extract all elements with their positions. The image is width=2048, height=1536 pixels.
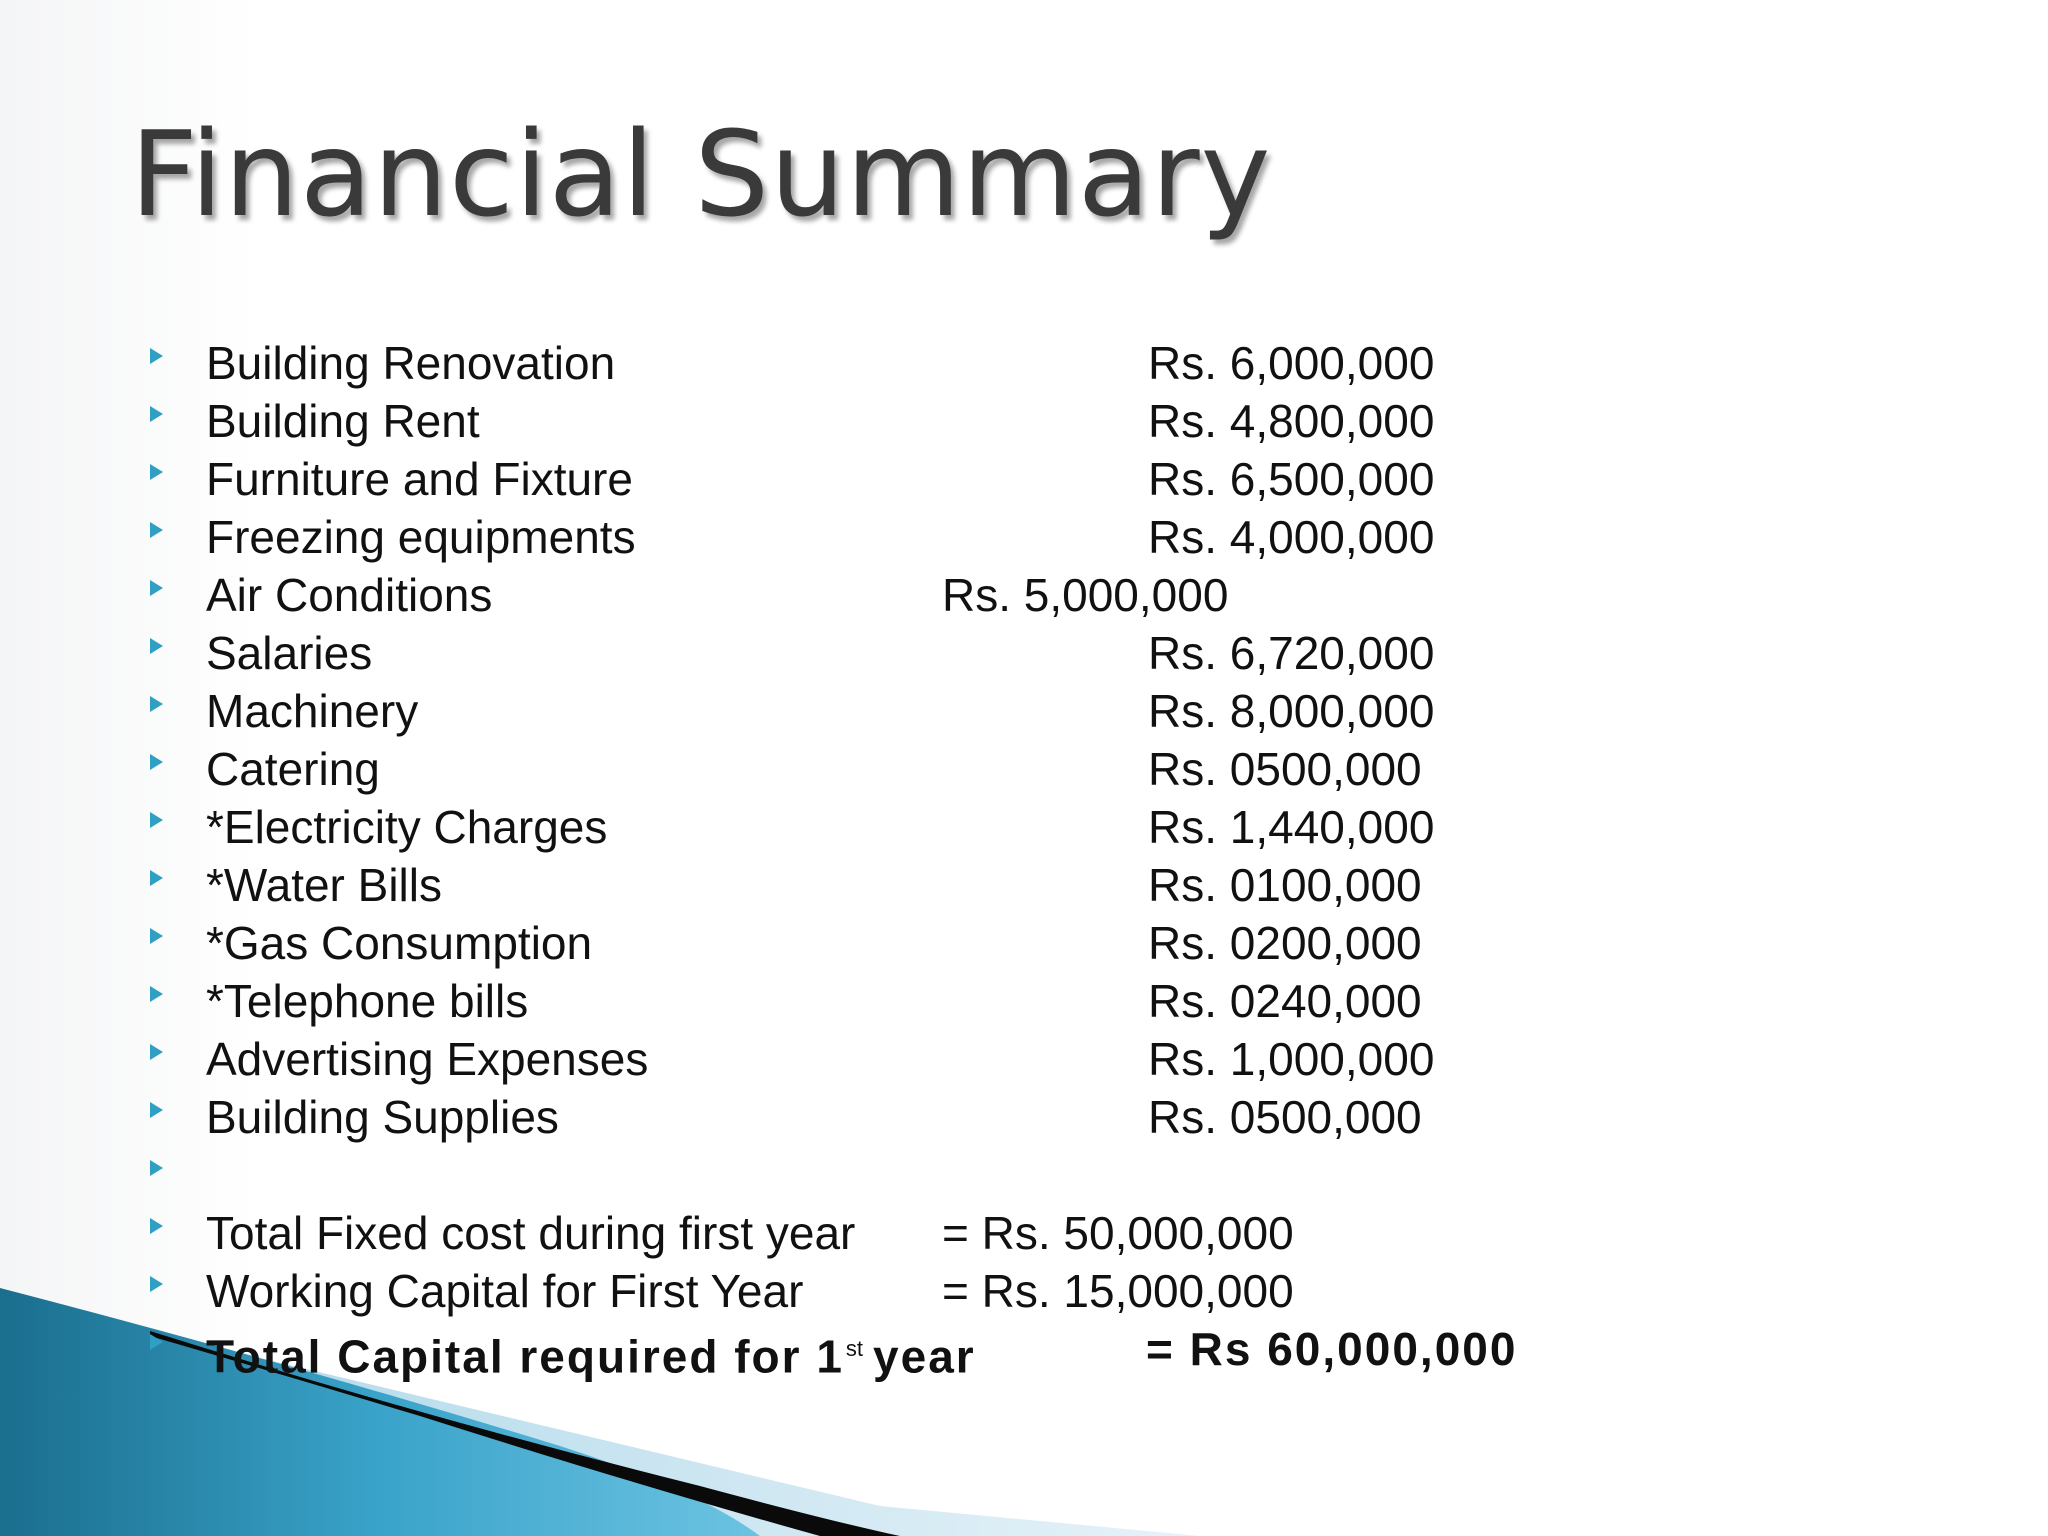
list-item: [0, 451, 1700, 507]
item-amount: Rs. 1,000,000: [1148, 1033, 1435, 1085]
list-item: [0, 625, 1700, 681]
item-amount: Rs. 1,440,000: [1148, 801, 1435, 853]
item-label: *Electricity Charges: [206, 801, 608, 853]
item-amount: Rs. 0500,000: [1148, 743, 1422, 795]
slide-title: Financial Summary: [130, 105, 1272, 243]
list-item: [0, 973, 1700, 1029]
total-fixed-label: Total Fixed cost during first year: [206, 1207, 856, 1259]
list-item: [0, 335, 1700, 391]
list-item: [0, 683, 1700, 739]
item-label: Advertising Expenses: [206, 1033, 649, 1085]
list-item: [0, 799, 1700, 855]
bullet-arrow-icon: [150, 986, 163, 1002]
empty-list-item: [0, 1147, 1700, 1203]
total-capital-amount: = Rs 60,000,000: [1146, 1323, 1518, 1375]
bullet-arrow-icon: [150, 870, 163, 886]
bullet-arrow-icon: [150, 928, 163, 944]
bullet-arrow-icon: [150, 1044, 163, 1060]
list-item: [0, 509, 1700, 565]
item-label: Catering: [206, 743, 380, 795]
total-capital-label-year: year: [873, 1330, 976, 1383]
working-capital-label: Working Capital for First Year: [206, 1265, 804, 1317]
item-label: Building Rent: [206, 395, 480, 447]
list-item: [0, 1089, 1700, 1145]
corner-wave-decoration: [0, 1236, 2048, 1536]
bullet-arrow-icon: [150, 638, 163, 654]
item-label: Building Renovation: [206, 337, 616, 389]
item-amount: Rs. 6,000,000: [1148, 337, 1435, 389]
total-capital-row: [0, 1321, 1700, 1383]
item-label: Machinery: [206, 685, 419, 737]
bullet-arrow-icon: [150, 696, 163, 712]
item-amount: Rs. 4,800,000: [1148, 395, 1435, 447]
list-item: [0, 857, 1700, 913]
item-amount: Rs. 0500,000: [1148, 1091, 1422, 1143]
item-label: *Telephone bills: [206, 975, 529, 1027]
item-amount: Rs. 8,000,000: [1148, 685, 1435, 737]
item-label: *Water Bills: [206, 859, 442, 911]
bullet-arrow-icon: [150, 406, 163, 422]
bullet-arrow-icon: [150, 522, 163, 538]
item-label: Furniture and Fixture: [206, 453, 633, 505]
item-amount: Rs. 0200,000: [1148, 917, 1422, 969]
bullet-arrow-icon: [150, 580, 163, 596]
bullet-arrow-icon: [150, 812, 163, 828]
total-fixed-amount: = Rs. 50,000,000: [942, 1207, 1294, 1259]
list-item: [0, 915, 1700, 971]
total-capital-label: [206, 1321, 976, 1384]
bullet-arrow-icon: [150, 464, 163, 480]
working-capital-amount: = Rs. 15,000,000: [942, 1265, 1294, 1317]
item-amount: Rs. 6,720,000: [1148, 627, 1435, 679]
list-item: [0, 393, 1700, 449]
bullet-arrow-icon: [150, 1218, 163, 1234]
bullet-arrow-icon: [150, 1102, 163, 1118]
bullet-arrow-icon: [150, 348, 163, 364]
item-label: Freezing equipments: [206, 511, 636, 563]
bullet-arrow-icon: [150, 1160, 163, 1176]
item-amount: Rs. 6,500,000: [1148, 453, 1435, 505]
ordinal-suffix: st: [845, 1336, 864, 1361]
list-item: [0, 567, 1700, 623]
item-label: *Gas Consumption: [206, 917, 593, 969]
total-capital-label-main: Total Capital required for 1: [206, 1330, 844, 1383]
item-amount: Rs. 0240,000: [1148, 975, 1422, 1027]
item-label: Air Conditions: [206, 569, 493, 621]
bullet-arrow-icon: [150, 754, 163, 770]
list-item: [0, 741, 1700, 797]
item-amount: Rs. 5,000,000: [942, 569, 1229, 621]
list-item: [0, 1031, 1700, 1087]
item-amount: Rs. 0100,000: [1148, 859, 1422, 911]
bullet-arrow-icon: [150, 1334, 163, 1350]
item-label: Building Supplies: [206, 1091, 559, 1143]
item-amount: Rs. 4,000,000: [1148, 511, 1435, 563]
item-label: Salaries: [206, 627, 373, 679]
